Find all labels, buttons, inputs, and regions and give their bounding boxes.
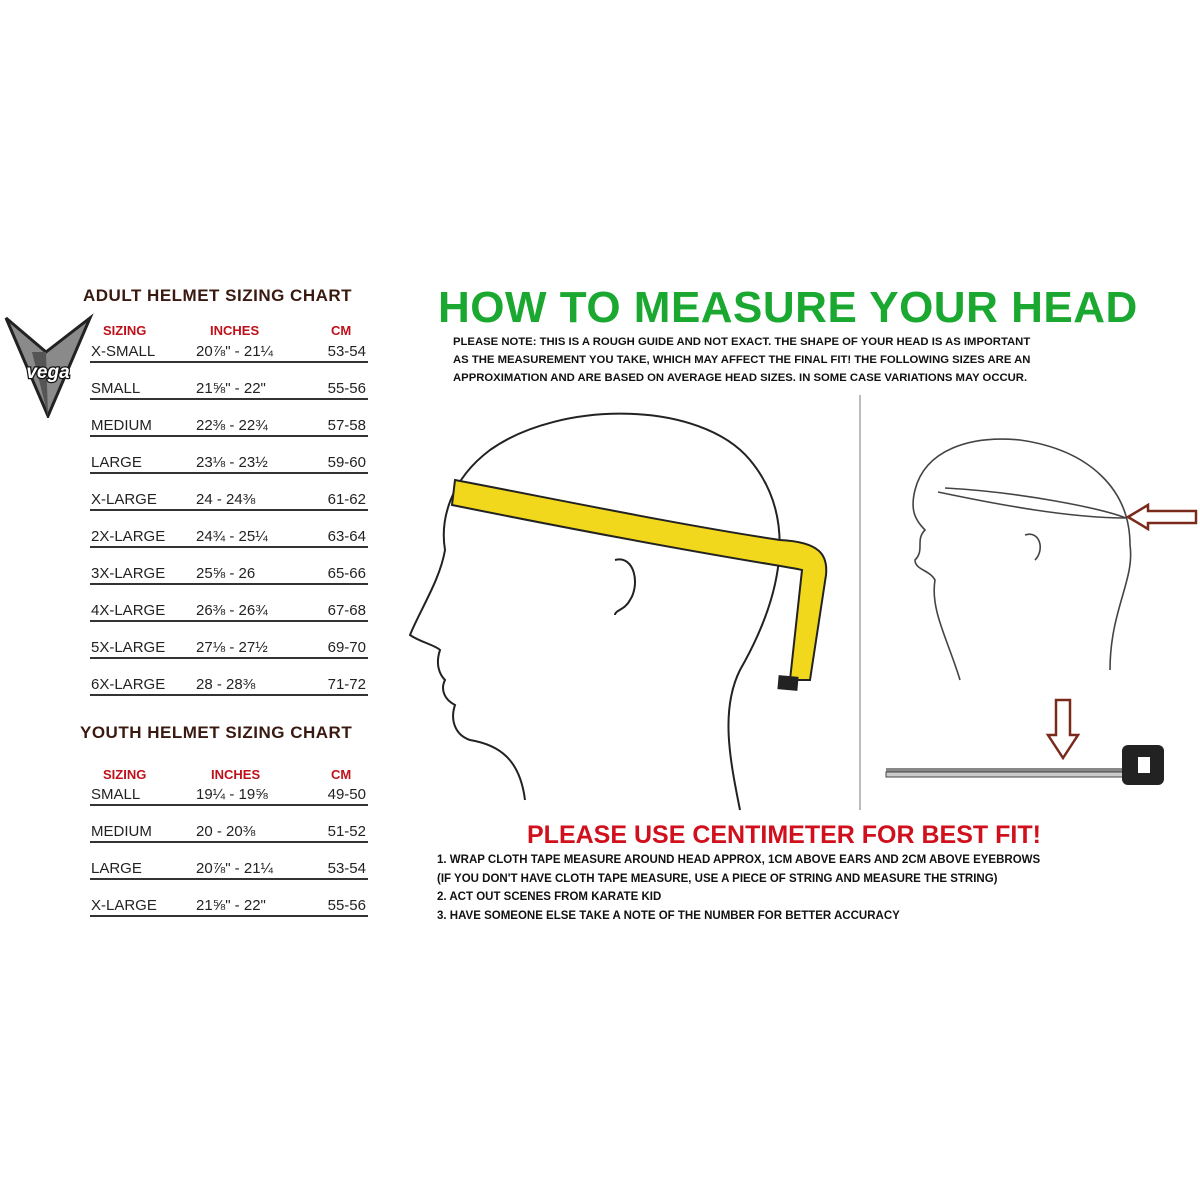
cell-cm: 53-54 (327, 860, 366, 877)
adult-chart-row (90, 339, 368, 363)
cell-cm: 55-56 (327, 380, 366, 397)
cell-cm: 51-52 (327, 823, 366, 840)
large-head-profile (410, 414, 780, 810)
adult-chart-row (90, 561, 368, 585)
adult-chart-row (90, 487, 368, 511)
adult-chart-row (90, 376, 368, 400)
cell-inches: 21⅝" - 22" (196, 897, 266, 914)
cell-cm: 55-56 (327, 897, 366, 914)
cell-cm: 57-58 (327, 417, 366, 434)
cell-cm: 63-64 (327, 528, 366, 545)
adult-header-cm: CM (331, 323, 352, 338)
cell-inches: 20 - 20⅜ (196, 823, 256, 840)
adult-chart-row (90, 635, 368, 659)
cell-size: MEDIUM (91, 823, 152, 840)
cell-inches: 26⅜ - 26¾ (196, 602, 268, 619)
cell-size: 4X-LARGE (91, 602, 166, 619)
cell-inches: 24¾ - 25¼ (196, 528, 268, 545)
cell-size: X-LARGE (91, 491, 157, 508)
cell-size: SMALL (91, 786, 141, 803)
adult-chart-row (90, 450, 368, 474)
cell-cm: 53-54 (327, 343, 366, 360)
cell-cm: 59-60 (327, 454, 366, 471)
cell-cm: 61-62 (327, 491, 366, 508)
adult-header-sizing: SIZING (103, 323, 147, 338)
cell-size: MEDIUM (91, 417, 152, 434)
step-1-note: (IF YOU DON'T HAVE CLOTH TAPE MEASURE, USE A PIECE OF STRING AND MEASURE THE STRING) (437, 872, 998, 885)
cell-size: 2X-LARGE (91, 528, 166, 545)
cell-cm: 69-70 (327, 639, 366, 656)
cell-cm: 71-72 (327, 676, 366, 693)
arrow-down-icon (1048, 700, 1078, 758)
adult-chart-title: ADULT HELMET SIZING CHART (83, 286, 353, 305)
cell-cm: 67-68 (327, 602, 366, 619)
youth-header-cm: CM (331, 767, 352, 782)
centimeter-cta: PLEASE USE CENTIMETER FOR BEST FIT! (527, 821, 1041, 849)
adult-chart-row (90, 413, 368, 437)
cell-size: X-SMALL (91, 343, 156, 360)
cell-inches: 24 - 24⅜ (196, 491, 256, 508)
cell-inches: 19¼ - 19⅝ (196, 786, 268, 803)
cell-inches: 27⅛ - 27½ (196, 639, 268, 656)
cell-size: LARGE (91, 454, 142, 471)
vega-logo (2, 312, 94, 418)
cell-cm: 65-66 (327, 565, 366, 582)
youth-chart-row (90, 856, 368, 880)
arrow-left-icon (1128, 505, 1196, 529)
cell-inches: 28 - 28⅜ (196, 676, 256, 693)
cell-size: 3X-LARGE (91, 565, 166, 582)
tape-measure-icon (886, 745, 1164, 785)
instructions (437, 851, 1040, 925)
adult-chart-row (90, 524, 368, 548)
step-2: 2. ACT OUT SCENES FROM KARATE KID (437, 891, 662, 903)
youth-header-sizing: SIZING (103, 767, 147, 782)
step-1: 1. WRAP CLOTH TAPE MEASURE AROUND HEAD APPROX, 1CM ABOVE EARS AND 2CM ABOVE EYEBROWS (437, 854, 1041, 866)
please-note (453, 333, 1193, 387)
cell-size: X-LARGE (91, 897, 157, 914)
youth-chart-row (90, 893, 368, 917)
cell-size: SMALL (91, 380, 141, 397)
cell-inches: 20⅞" - 21¼ (196, 343, 274, 360)
cell-inches: 22⅜ - 22¾ (196, 417, 268, 434)
cell-size: 6X-LARGE (91, 676, 166, 693)
small-head-profile (913, 439, 1131, 680)
adult-chart-row (90, 598, 368, 622)
measuring-tape-icon (452, 480, 826, 691)
cell-size: 5X-LARGE (91, 639, 166, 656)
note-line: PLEASE NOTE: THIS IS A ROUGH GUIDE AND NOT EXACT. THE SHAPE OF YOUR HEAD IS AS IMPORTANT (453, 336, 1031, 348)
measure-title: HOW TO MEASURE YOUR HEAD (438, 283, 1138, 332)
youth-chart-row (90, 782, 368, 806)
cell-inches: 21⅝" - 22" (196, 380, 266, 397)
cell-cm: 49-50 (327, 786, 366, 803)
head-illustrations (400, 390, 1200, 818)
youth-header-inches: INCHES (211, 767, 261, 782)
note-line: AS THE MEASUREMENT YOU TAKE, WHICH MAY AFFECT THE FINAL FIT! THE FOLLOWING SIZES ARE AN (453, 354, 1031, 366)
note-line: APPROXIMATION AND ARE BASED ON AVERAGE HEAD SIZES. IN SOME CASE VARIATIONS MAY OCCUR. (453, 372, 1028, 384)
svg-text:vega: vega (26, 362, 70, 383)
youth-chart-title: YOUTH HELMET SIZING CHART (80, 723, 353, 742)
cell-size: LARGE (91, 860, 142, 877)
youth-chart-row (90, 819, 368, 843)
adult-header-inches: INCHES (210, 323, 260, 338)
step-3: 3. HAVE SOMEONE ELSE TAKE A NOTE OF THE NUMBER FOR BETTER ACCURACY (437, 909, 900, 922)
cell-inches: 20⅞" - 21¼ (196, 860, 274, 877)
cell-inches: 25⅝ - 26 (196, 565, 256, 582)
adult-chart-row (90, 672, 368, 696)
cell-inches: 23⅛ - 23½ (196, 454, 268, 471)
